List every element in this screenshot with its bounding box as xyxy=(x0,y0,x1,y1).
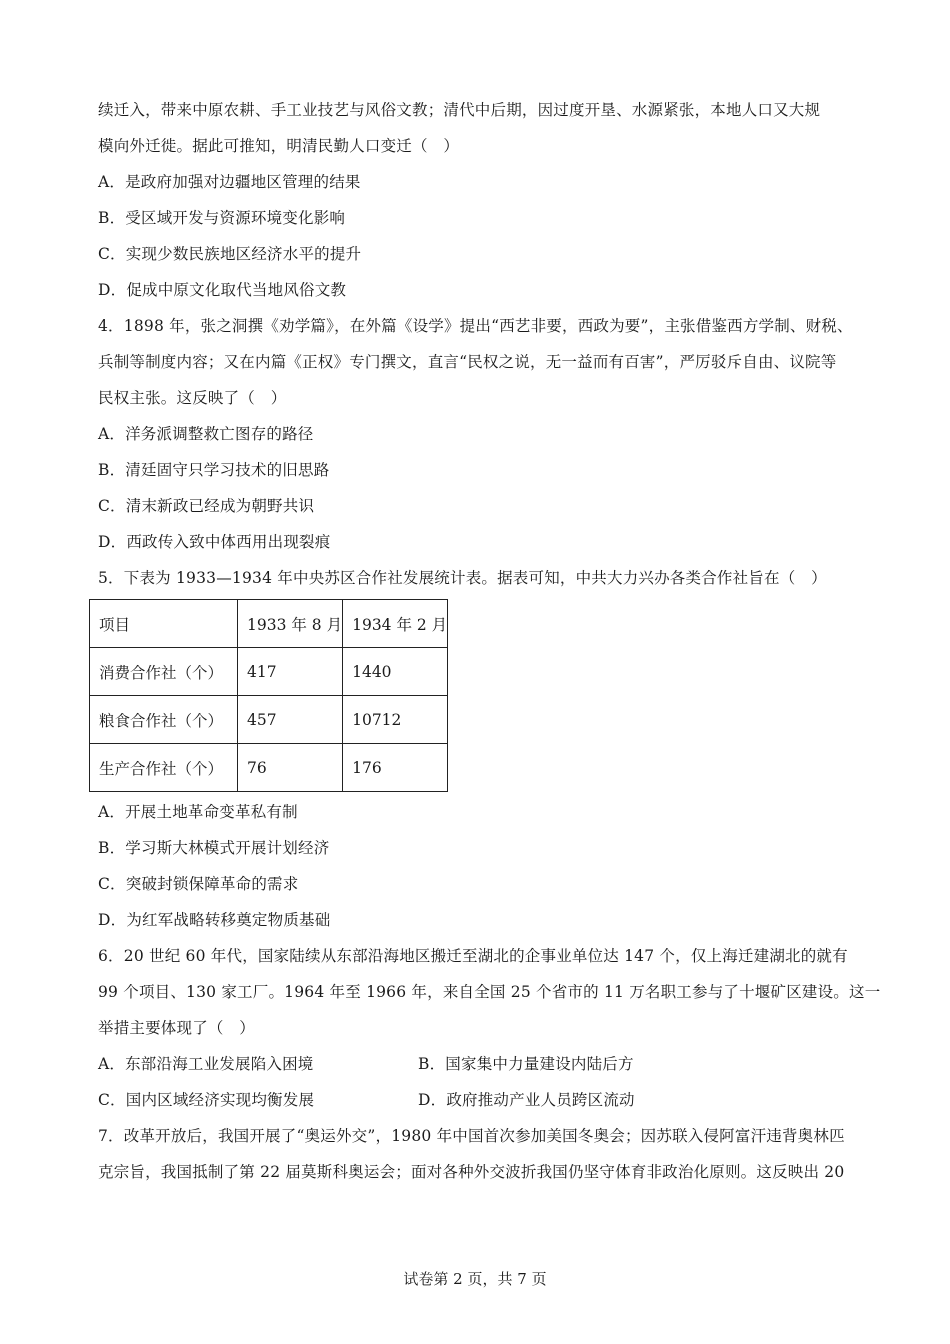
q4-option-c: C．清末新政已经成为朝野共识 xyxy=(98,497,315,515)
q7-stem-line-2: 克宗旨，我国抵制了第 22 届莫斯科奥运会；面对各种外交波折我国仍坚守体育非政治化原则。这反映出 20 xyxy=(98,1163,845,1181)
q3-option-d: D．促成中原文化取代当地风俗文教 xyxy=(98,281,347,299)
table-row xyxy=(90,696,448,744)
q6-stem-line-2: 99 个项目、130 家工厂。1964 年至 1966 年，来自全国 25 个省市的 11 万名职工参与了十堰矿区建设。这一 xyxy=(98,983,881,1001)
q6-stem-line-3: 举措主要体现了（ ） xyxy=(98,1019,256,1037)
q3-option-b: B．受区域开发与资源环境变化影响 xyxy=(98,209,346,227)
table-cell: 粮食合作社（个） xyxy=(90,696,238,744)
q5-option-b: B．学习斯大林模式开展计划经济 xyxy=(98,839,330,857)
q3-option-c: C．实现少数民族地区经济水平的提升 xyxy=(98,245,362,263)
q5-option-a: A．开展土地革命变革私有制 xyxy=(98,803,298,821)
table-cell: 176 xyxy=(343,744,448,792)
table-cell: 10712 xyxy=(343,696,448,744)
table-header-row xyxy=(90,600,448,648)
table-row xyxy=(90,744,448,792)
table-cell: 76 xyxy=(238,744,343,792)
table-cell: 生产合作社（个） xyxy=(90,744,238,792)
q4-stem-line-1: 4．1898 年，张之洞撰《劝学篇》，在外篇《设学》提出“西艺非要，西政为要”，主张借鉴西方学制、财税、 xyxy=(98,317,853,335)
table-cell: 消费合作社（个） xyxy=(90,648,238,696)
q5-stem: 5．下表为 1933—1934 年中央苏区合作社发展统计表。据表可知，中共大力兴办各类合作社旨在（ ） xyxy=(98,569,827,587)
q7-stem-line-1: 7．改革开放后，我国开展了“奥运外交”，1980 年中国首次参加美国冬奥会；因苏联入侵阿富汗违背奥林匹 xyxy=(98,1127,845,1145)
q4-option-b: B．清廷固守只学习技术的旧思路 xyxy=(98,461,330,479)
q4-option-a: A．洋务派调整救亡图存的路径 xyxy=(98,425,314,443)
table-header-cell: 1934 年 2 月 xyxy=(343,600,448,648)
table-cell: 1440 xyxy=(343,648,448,696)
cooperative-table xyxy=(89,599,448,792)
q6-option-d: D．政府推动产业人员跨区流动 xyxy=(418,1091,635,1109)
table-row xyxy=(90,648,448,696)
q4-stem-line-2: 兵制等制度内容；又在内篇《正权》专门撰文，直言“民权之说，无一益而有百害”，严厉驳斥自由、议院等 xyxy=(98,353,837,371)
page-footer: 试卷第 2 页，共 7 页 xyxy=(403,1270,547,1288)
q4-stem-line-3: 民权主张。这反映了（ ） xyxy=(98,389,287,407)
q4-option-d: D．西政传入致中体西用出现裂痕 xyxy=(98,533,331,551)
q6-option-a: A．东部沿海工业发展陷入困境 xyxy=(98,1055,314,1073)
table-cell: 417 xyxy=(238,648,343,696)
q6-stem-line-1: 6．20 世纪 60 年代，国家陆续从东部沿海地区搬迁至湖北的企事业单位达 147 个，仅上海迁建湖北的就有 xyxy=(98,947,848,965)
table-cell: 457 xyxy=(238,696,343,744)
q6-option-b: B．国家集中力量建设内陆后方 xyxy=(418,1055,634,1073)
q6-option-c: C．国内区域经济实现均衡发展 xyxy=(98,1091,315,1109)
q5-option-c: C．突破封锁保障革命的需求 xyxy=(98,875,299,893)
continuation-line-1: 续迁入，带来中原农耕、手工业技艺与风俗文教；清代中后期，因过度开垦、水源紧张，本地人口又大规 xyxy=(98,101,821,119)
q3-option-a: A．是政府加强对边疆地区管理的结果 xyxy=(98,173,361,191)
continuation-line-2: 模向外迁徙。据此可推知，明清民勤人口变迁（ ） xyxy=(98,137,460,155)
q5-option-d: D．为红军战略转移奠定物质基础 xyxy=(98,911,331,929)
table-header-cell: 项目 xyxy=(90,600,238,648)
table-header-cell: 1933 年 8 月 xyxy=(238,600,343,648)
